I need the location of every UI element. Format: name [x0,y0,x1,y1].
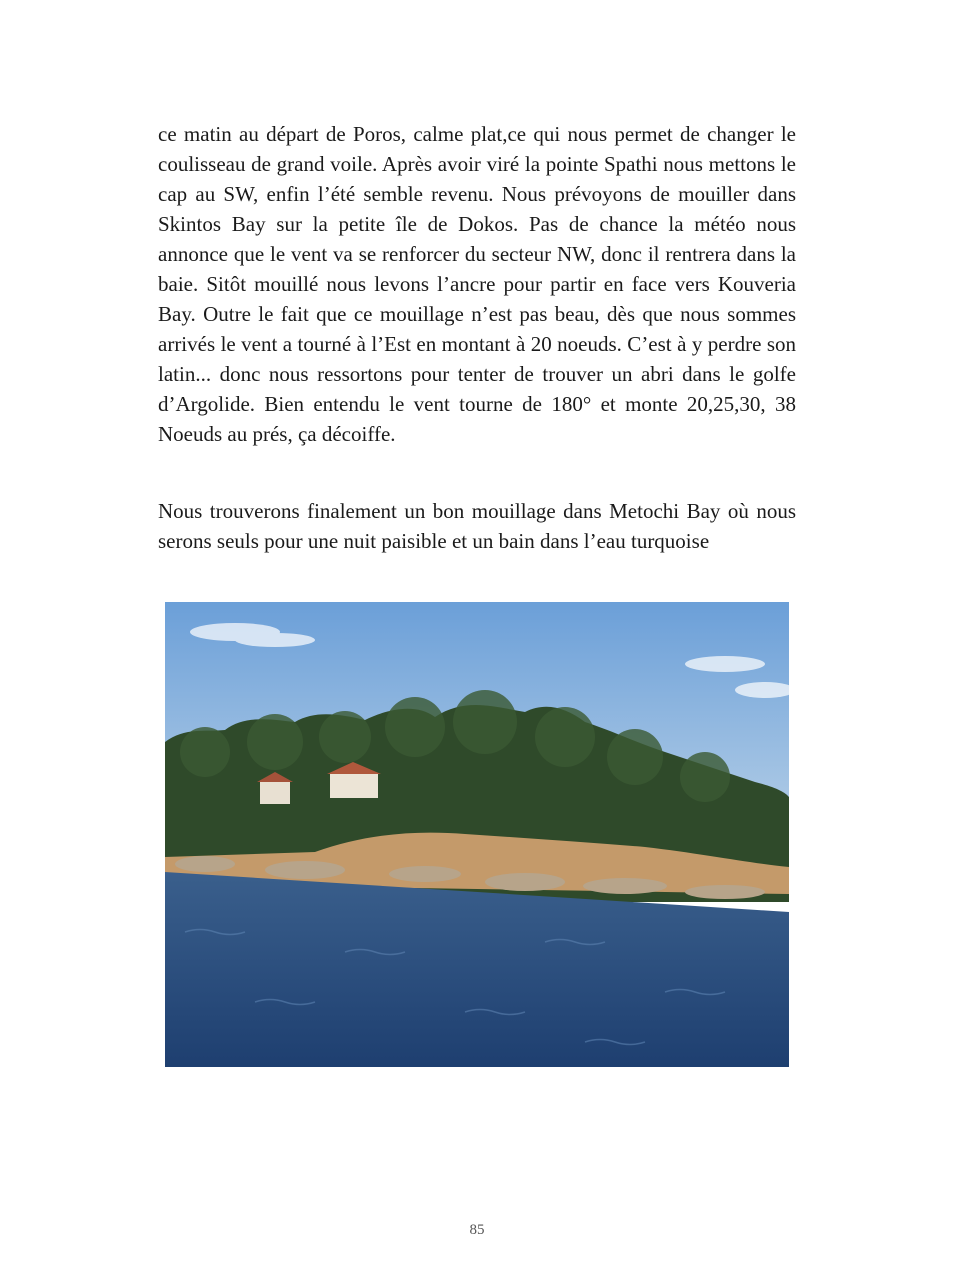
paragraph-2: Nous trouverons finalement un bon mouillage dans Metochi Bay où nous serons seuls pour une nuit paisible et un bain dans l’eau turquoise [158,499,796,553]
paragraph-1: ce matin au départ de Poros, calme plat,ce qui nous permet de changer le coulisseau de grand voile. Après avoir viré la pointe Spathi nous mettons le cap au SW, enfin l’été semble revenu. Nous prévoyons de mouiller dans Skintos Bay sur la petite île de Dokos. Pas de chance la météo nous annonce que le vent va se renforcer du secteur NW, donc il rentrera dans la baie. Sitôt mouillé nous levons l’ancre pour partir en face vers Kouveria Bay. Outre le fait que ce mouillage n’est pas beau, dès que nous sommes arrivés le vent a tourné à l’Est en montant à 20 noeuds. C’est à y perdre son latin... donc nous ressortons pour tenter de trouver un abri dans le golfe d’Argolide. Bien entendu le vent tourne de 180° et monte 20,25,30, 38 Noeuds au prés, ça décoiffe. [158,122,796,446]
page-number: 85 [469,1222,485,1238]
coastline-photo [165,602,789,1067]
